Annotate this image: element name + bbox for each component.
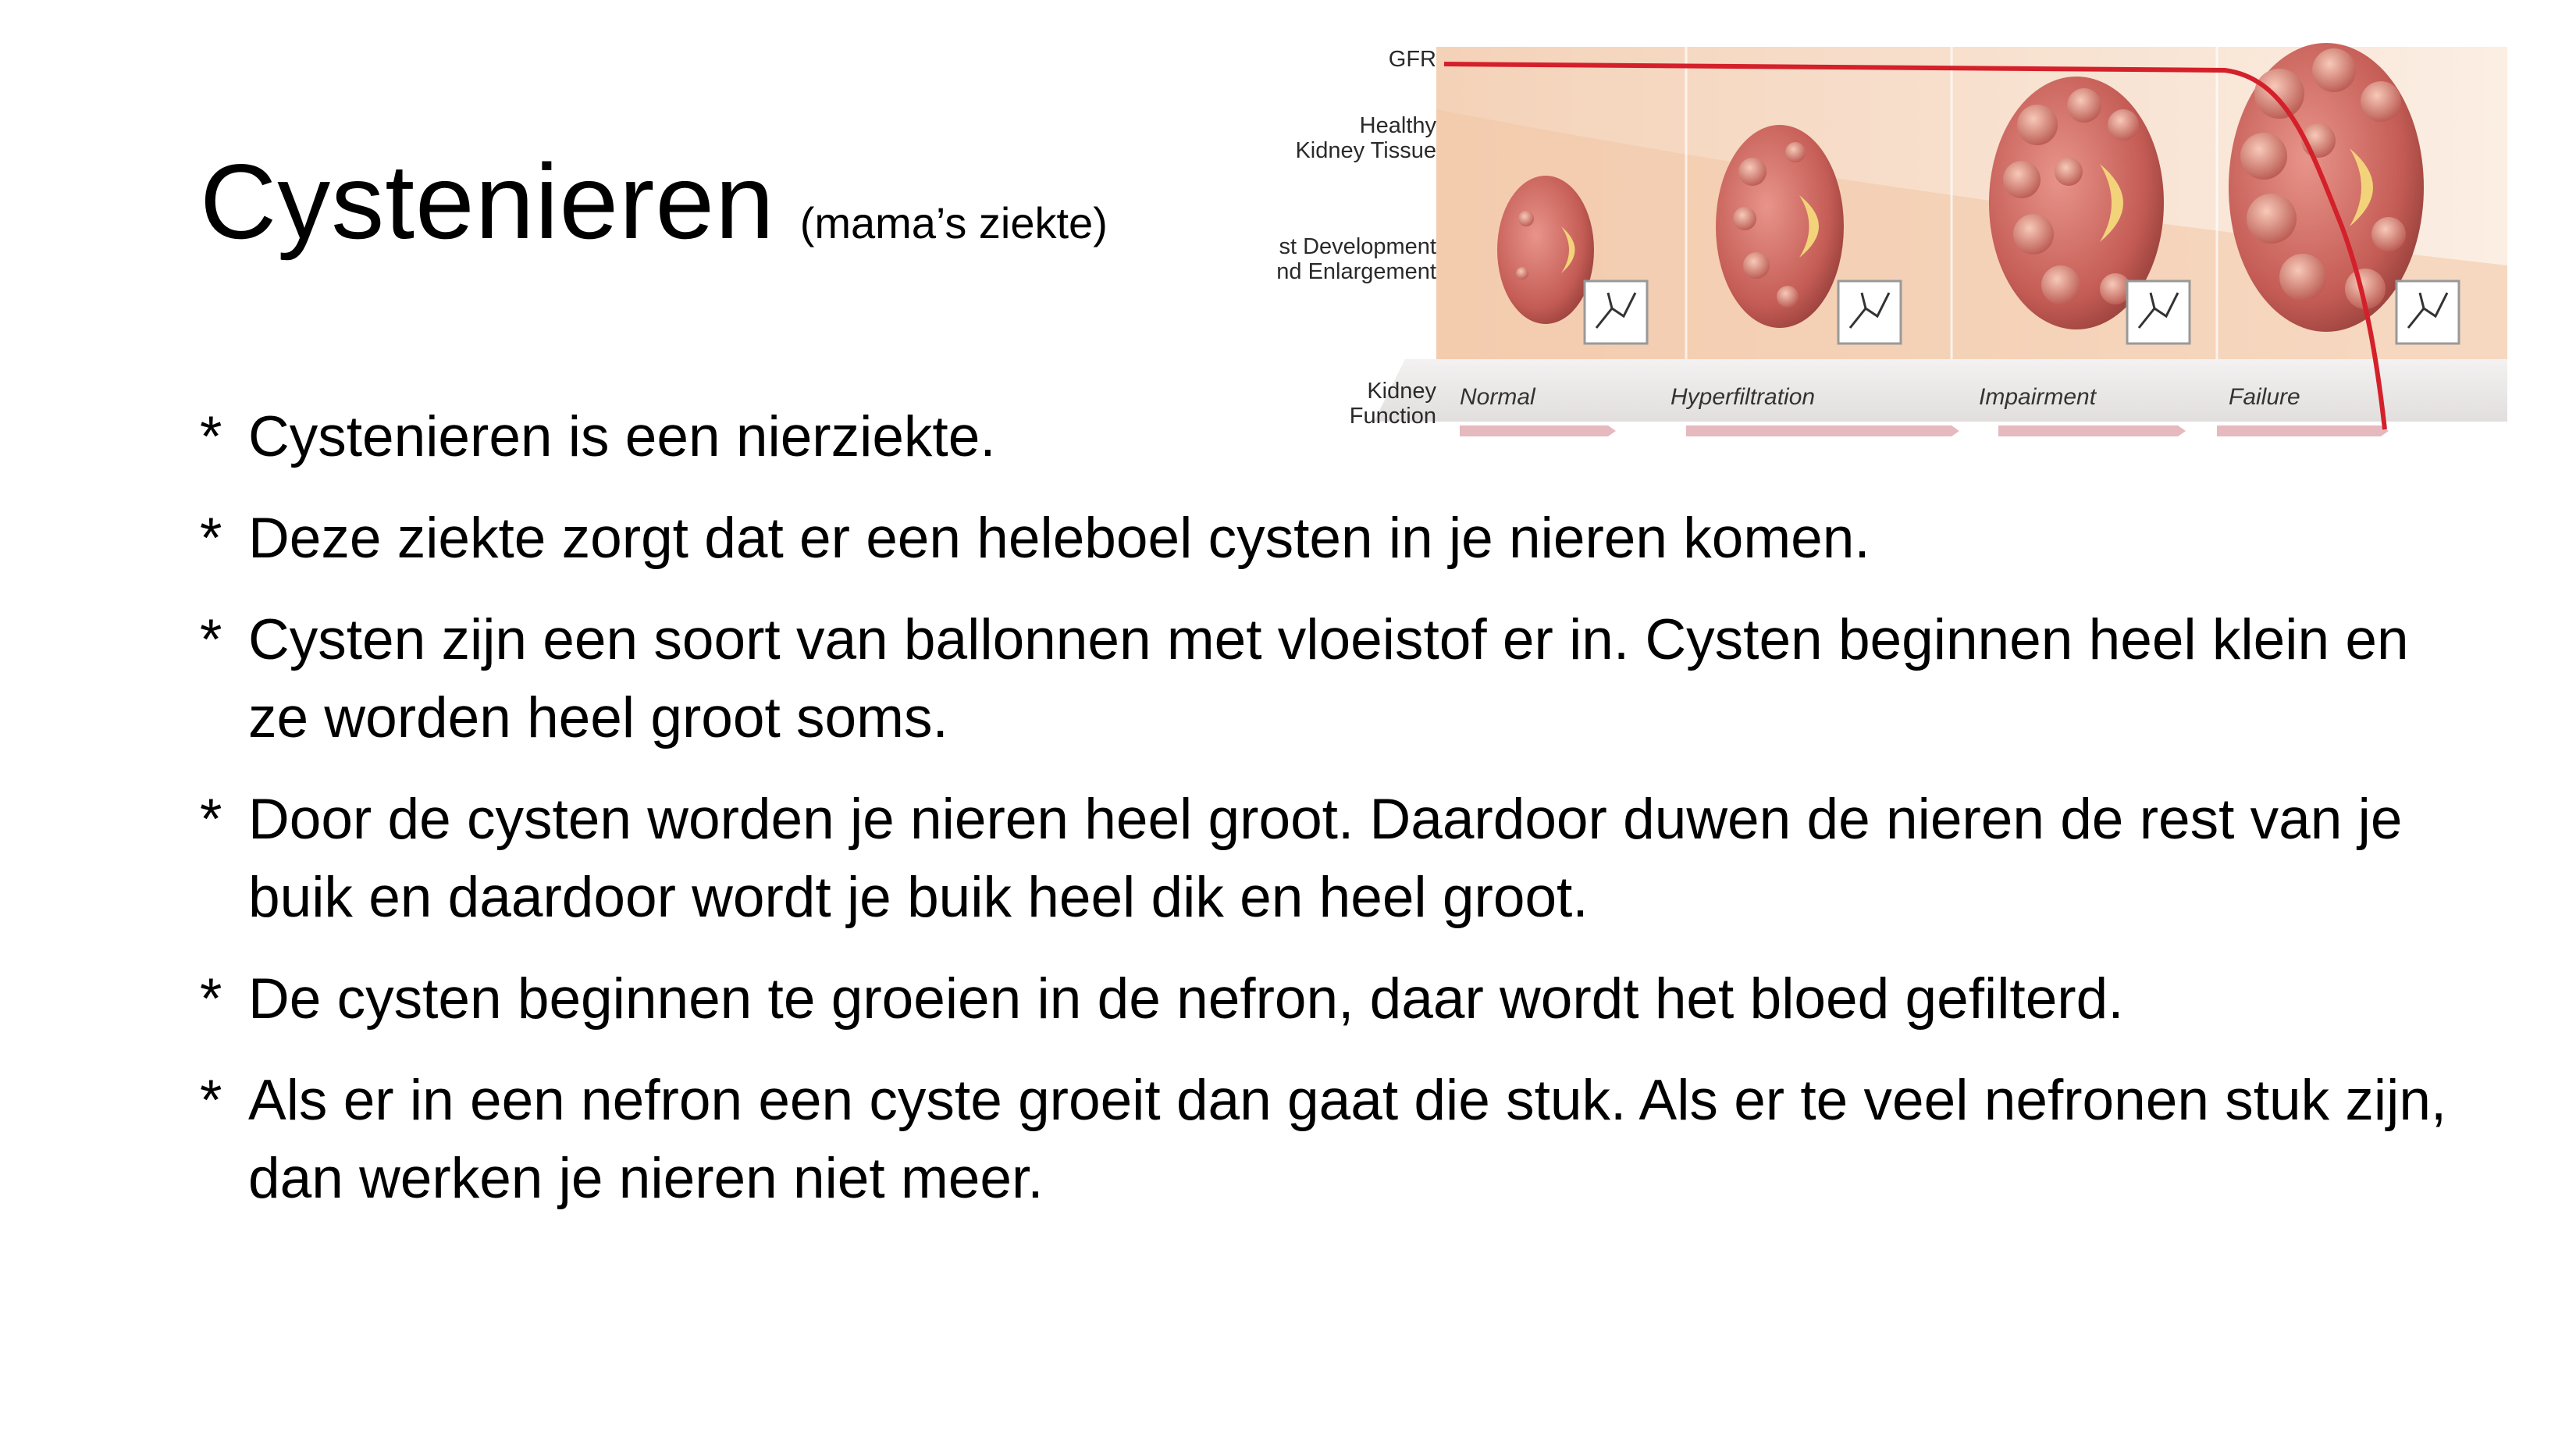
nephron-box [2127, 281, 2190, 344]
slide-title [200, 142, 1108, 261]
bullet-marker: * [200, 507, 222, 570]
bullet-item [200, 601, 2464, 757]
label-function-line1: Kidney [1367, 379, 1436, 404]
kidney-hyperfiltration [1716, 125, 1844, 328]
kidney-normal [1497, 176, 1594, 324]
label-gfr: GFR [1388, 47, 1436, 72]
bullet-text: Door de cysten worden je nieren heel groot. Daardoor duwen de nieren de rest van je buik en daardoor wordt je buik heel dik en heel groot. [248, 788, 2403, 929]
kidney-illustration [1249, 31, 2507, 453]
title-subtitle: (mama’s ziekte) [799, 198, 1108, 247]
bullet-marker: * [200, 967, 222, 1031]
bullet-item [200, 1062, 2464, 1218]
bullet-item [200, 781, 2464, 937]
bullet-item [200, 960, 2464, 1038]
bullet-marker: * [200, 1069, 222, 1132]
stage-label-failure: Failure [2229, 384, 2300, 410]
bullet-text: Cystenieren is een nierziekte. [248, 405, 996, 468]
floor [1374, 359, 2507, 422]
label-healthy-line1: Healthy [1359, 113, 1436, 138]
nephron-box [2396, 281, 2459, 344]
bullet-text: Cysten zijn een soort van ballonnen met vloeistof er in. Cysten beginnen heel klein en ze worden heel groot soms. [248, 608, 2409, 749]
function-arrow [2217, 425, 2389, 436]
bullet-list [200, 398, 2464, 1241]
bullet-text: Als er in een nefron een cyste groeit dan gaat die stuk. Als er te veel nefronen stuk zijn, dan werken je nieren niet meer. [248, 1069, 2447, 1210]
bullet-item [200, 500, 2464, 578]
function-arrow [1460, 425, 1616, 436]
label-cyst-line2: nd Enlargement [1276, 259, 1436, 284]
bullet-text: De cysten beginnen te groeien in de nefron, daar wordt het bloed gefilterd. [248, 967, 2124, 1031]
function-arrow [1686, 425, 1959, 436]
kidney-disease-progression-image [1249, 31, 2507, 453]
stage-label-impairment: Impairment [1979, 384, 2097, 410]
label-function-line2: Function [1349, 404, 1436, 429]
bullet-marker: * [200, 788, 222, 851]
bullet-marker: * [200, 608, 222, 671]
bullet-marker: * [200, 405, 222, 468]
label-healthy-line2: Kidney Tissue [1295, 138, 1436, 163]
nephron-box [1838, 281, 1901, 344]
function-arrow [1998, 425, 2186, 436]
title-main: Cystenieren [200, 142, 775, 261]
stage-label-hyperfiltration: Hyperfiltration [1670, 384, 1816, 410]
bullet-text: Deze ziekte zorgt dat er een heleboel cysten in je nieren komen. [248, 507, 1870, 570]
nephron-box [1585, 281, 1647, 344]
label-cyst-line1: st Development [1279, 234, 1436, 259]
stage-label-normal: Normal [1460, 384, 1535, 410]
